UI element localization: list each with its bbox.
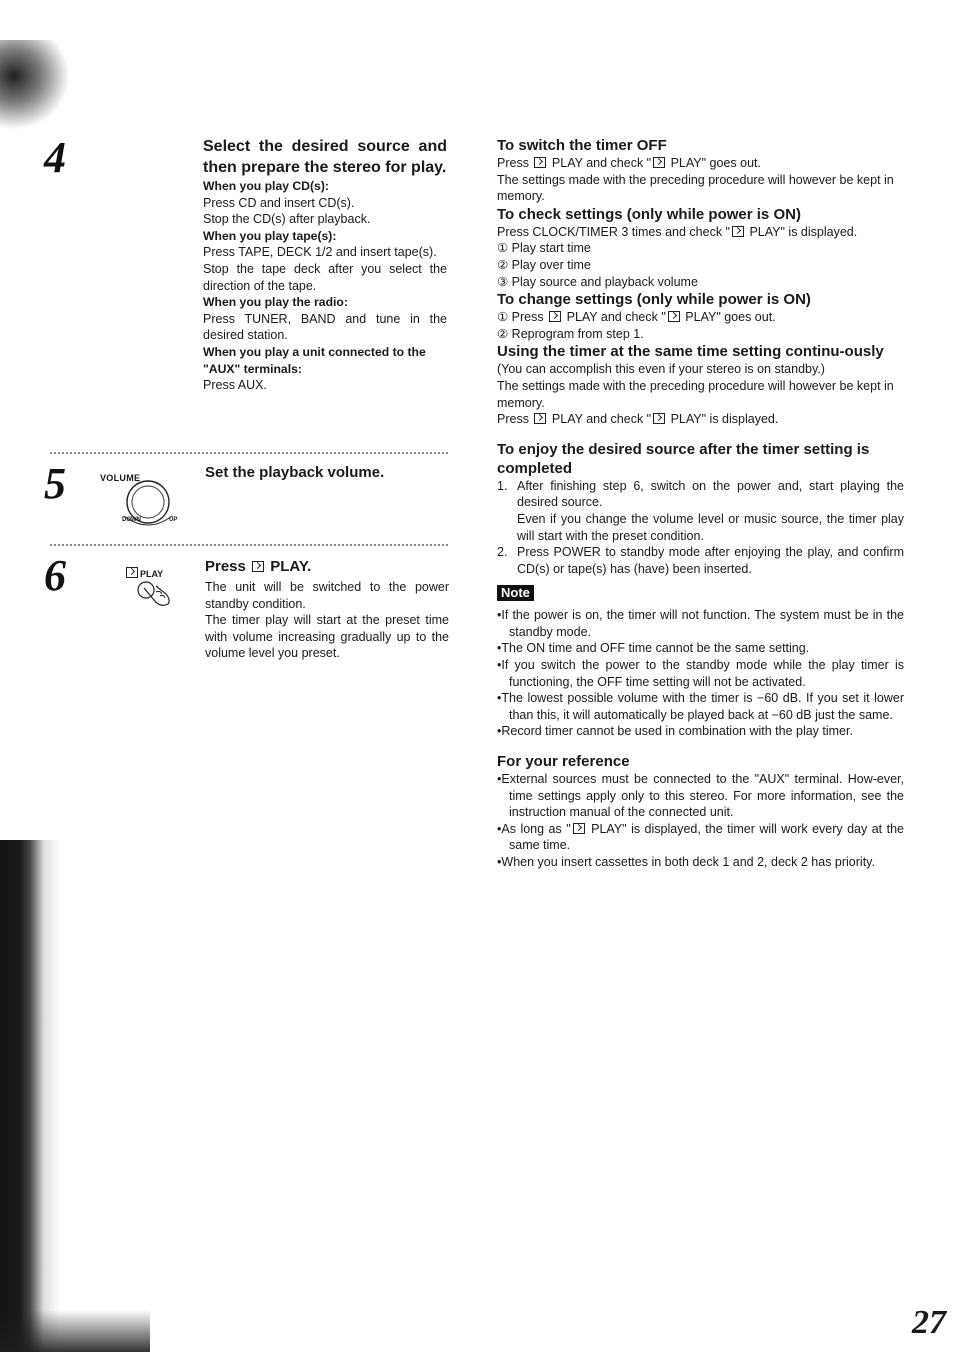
enjoy-item-1-num: 1. <box>497 478 508 493</box>
continuous-line3 <box>497 411 904 428</box>
timer-play-icon <box>549 311 561 322</box>
scan-shadow-top <box>0 40 70 130</box>
step-4-tape-line2: Stop the tape deck after you select the direction of the tape. <box>203 261 447 293</box>
note-bullet-5-text: Record timer cannot be used in combination with the play timer. <box>501 724 853 739</box>
change-settings-heading: To change settings (only while power is ON) <box>497 291 811 309</box>
step-4-cd-line2: Stop the CD(s) after playback. <box>203 212 371 227</box>
step-6-line2: The timer play will start at the preset time with volume increasing gradually up to the volume level you preset. <box>205 613 449 661</box>
volume-up-label: UP <box>169 517 178 523</box>
step-4-heading: Select the desired source and then prepare the stereo for play. <box>203 138 447 176</box>
reference-bullet-3-text: When you insert cassettes in both deck 1 and 2, deck 2 has priority. <box>501 855 875 869</box>
enjoy-item-1b: Even if you change the volume level or music source, the timer play will start with the preset condition. <box>517 511 904 543</box>
step-6-heading-prefix: Press <box>205 558 246 575</box>
enjoy-heading: To enjoy the desired source after the timer setting is completed <box>497 440 870 477</box>
enjoy-item-1 <box>497 478 904 511</box>
enjoy-item-1-text: After finishing step 6, switch on the power and, start playing the desired source. <box>517 478 904 510</box>
change-item-1-c: PLAY" goes out. <box>685 310 776 325</box>
step-4-block <box>203 136 447 394</box>
step-number-5: 5 <box>44 459 66 508</box>
step-4-sub-aux: When you play a unit connected to the "AUX" terminals: <box>203 344 426 376</box>
change-item-1-b: PLAY and check " <box>566 310 666 325</box>
finger-press-icon <box>134 578 174 614</box>
check-settings-line-b: PLAY" is displayed. <box>749 224 858 239</box>
continuous-line3-b: PLAY and check " <box>551 412 652 427</box>
timer-play-icon <box>573 823 585 834</box>
step-4-tape-line1: Press TAPE, DECK 1/2 and insert tape(s). <box>203 245 437 260</box>
timer-off-line1-c: PLAY" goes out. <box>670 156 761 170</box>
check-item-3: ③ Play source and playback volume <box>497 274 698 289</box>
continuous-line3-c: PLAY" is displayed. <box>670 412 779 427</box>
note-bullet-1-text: If the power is on, the timer will not function. The system must be in the standby mode. <box>501 608 904 639</box>
reference-bullet-2-a: As long as " <box>501 821 571 836</box>
step-4-aux-line1: Press AUX. <box>203 378 267 393</box>
timer-play-icon <box>252 561 264 572</box>
continuous-heading: Using the timer at the same time setting continu-ously <box>497 343 884 361</box>
note-bullet-3-text: If you switch the power to the standby mode while the play timer is functioning, the OFF time setting will not be activated. <box>501 658 904 689</box>
step-6-line1: The unit will be switched to the power standby condition. <box>205 580 449 611</box>
timer-play-icon <box>653 157 665 168</box>
reference-heading: For your reference <box>497 753 630 771</box>
step-6-block <box>205 556 449 662</box>
divider-4-5 <box>50 452 448 454</box>
reference-bullet-1: •External sources must be connected to the "AUX" terminal. How-ever, time settings apply only to this stereo. For more information, see the instruction manual of the connected unit. <box>497 772 904 820</box>
right-column <box>497 136 904 871</box>
continuous-line1: (You can accomplish this even if your stereo is on standby.) <box>497 362 825 377</box>
timer-off-line1 <box>497 155 904 172</box>
check-item-1: ① Play start time <box>497 241 591 256</box>
timer-play-icon <box>126 567 138 578</box>
volume-label: VOLUME <box>100 473 141 483</box>
step-6-heading-suffix: PLAY. <box>270 558 312 575</box>
note-bullet-5: •Record timer cannot be used in combination with the play timer. <box>497 724 853 739</box>
continuous-line3-a: Press <box>497 412 529 427</box>
timer-play-icon <box>534 413 546 424</box>
timer-play-icon <box>534 157 546 168</box>
change-item-1-a: ① Press <box>497 310 544 325</box>
timer-off-heading: To switch the timer OFF <box>497 137 667 154</box>
enjoy-item-2-text: Press POWER to standby mode after enjoying the play, and confirm CD(s) or tape(s) has (have) been inserted. <box>517 545 904 576</box>
reference-bullet-1-text: External sources must be connected to the "AUX" terminal. How-ever, time settings apply only to this stereo. For more information, see the instruction manual of the connected unit. <box>501 772 904 820</box>
note-bullet-1: •If the power is on, the timer will not function. The system must be in the standby mode. <box>497 608 904 639</box>
reference-bullet-2-b: PLAY" is displayed, the timer will work every day at the same time. <box>509 821 904 853</box>
page-number: 27 <box>912 1304 946 1341</box>
step-number-4: 4 <box>44 133 66 182</box>
note-bullet-4: •The lowest possible volume with the timer is −60 dB. If you set it lower than this, it will automatically be played back at −60 dB just the same. <box>497 691 904 722</box>
check-item-2: ② Play over time <box>497 257 591 272</box>
change-item-2: ② Reprogram from step 1. <box>497 326 644 341</box>
step-6-heading <box>205 556 449 577</box>
enjoy-item-2-num: 2. <box>497 545 508 560</box>
divider-5-6 <box>50 544 448 546</box>
continuous-line2: The settings made with the preceding procedure will however be kept in memory. <box>497 378 894 410</box>
check-settings-line <box>497 224 904 241</box>
note-bullet-3: •If you switch the power to the standby mode while the play timer is functioning, the OFF time setting will not be activated. <box>497 658 904 689</box>
reference-bullet-2: •As long as " PLAY" is displayed, the timer will work every day at the same time. <box>497 821 904 853</box>
note-label: Note <box>497 585 534 601</box>
timer-off-line2: The settings made with the preceding procedure will however be kept in memory. <box>497 172 894 204</box>
step-4-sub-cd: When you play CD(s): <box>203 179 329 193</box>
timer-play-icon <box>732 226 744 237</box>
timer-off-line1-b: PLAY and check " <box>551 156 652 170</box>
reference-bullet-3: •When you insert cassettes in both deck 1 and 2, deck 2 has priority. <box>497 855 875 869</box>
timer-play-icon <box>668 311 680 322</box>
check-settings-heading: To check settings (only while power is ON) <box>497 205 801 223</box>
check-settings-line-a: Press CLOCK/TIMER 3 times and check " <box>497 224 730 239</box>
step-4-sub-tape: When you play tape(s): <box>203 228 337 243</box>
play-label-text: PLAY <box>140 569 164 579</box>
note-bullet-2: •The ON time and OFF time cannot be the same setting. <box>497 641 810 656</box>
volume-down-label: DOWN <box>122 517 141 523</box>
step-4-cd-line1: Press CD and insert CD(s). <box>203 195 355 210</box>
scan-shadow-left <box>0 840 150 1352</box>
change-item-1 <box>497 309 904 326</box>
scan-shadow-bottom <box>0 1310 150 1352</box>
timer-play-icon <box>653 413 665 424</box>
timer-off-line1-a: Press <box>497 156 529 170</box>
enjoy-item-2 <box>497 544 904 577</box>
note-bullet-2-text: The ON time and OFF time cannot be the same setting. <box>501 641 810 656</box>
note-bullet-4-text: The lowest possible volume with the timer is −60 dB. If you set it lower than this, it will automatically be played back at −60 dB just the same. <box>501 691 904 722</box>
step-5-heading: Set the playback volume. <box>205 464 385 481</box>
step-number-6: 6 <box>44 551 66 600</box>
step-4-radio-line1: Press TUNER, BAND and tune in the desired station. <box>203 311 447 343</box>
step-4-sub-radio: When you play the radio: <box>203 295 348 310</box>
